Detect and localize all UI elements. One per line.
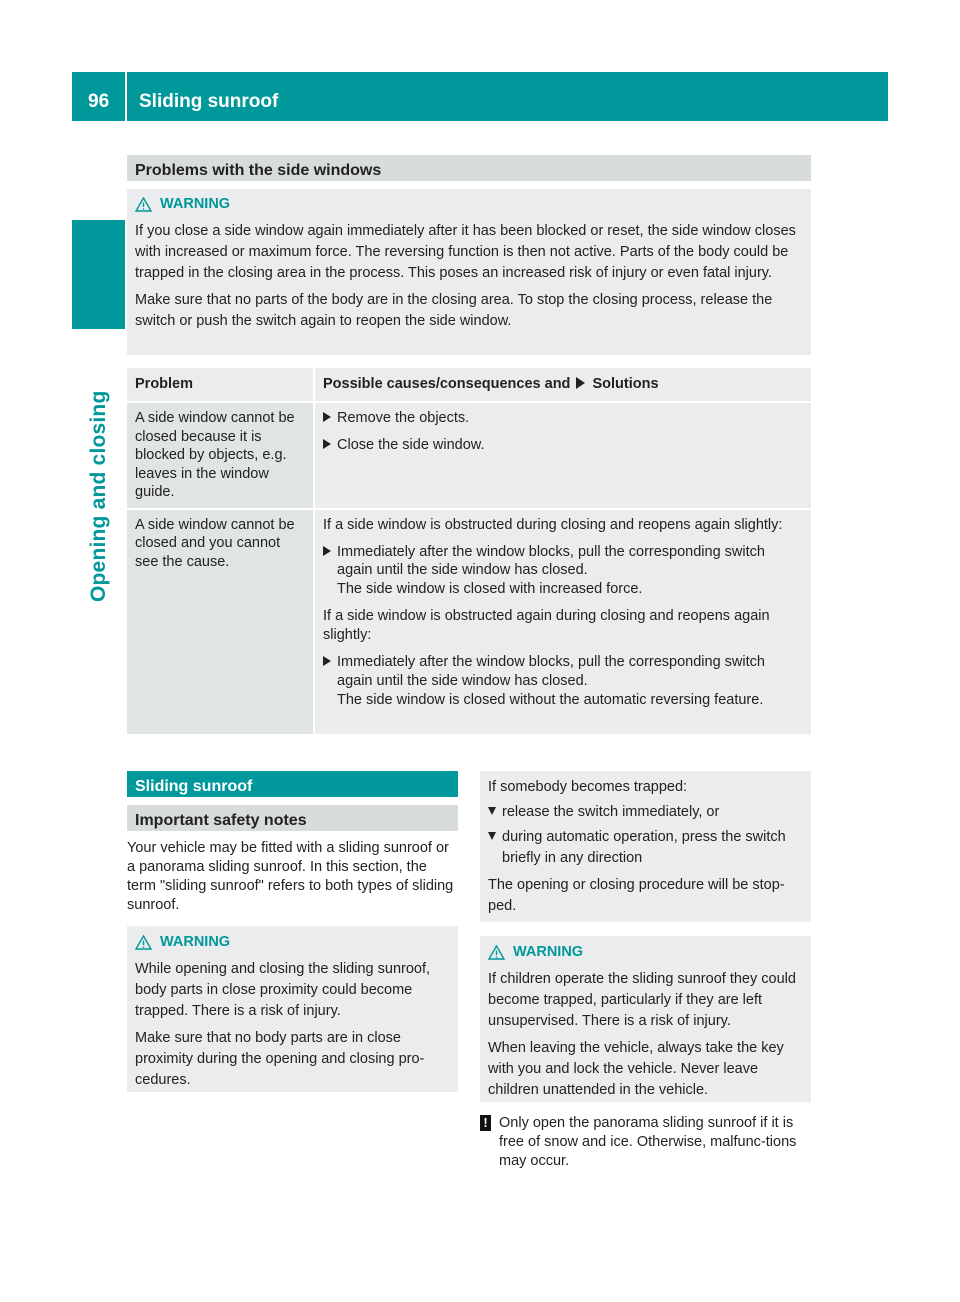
warning-label: WARNING: [160, 196, 231, 212]
column-header-solutions: [315, 368, 811, 403]
list-item-text: during automatic operation, press the switch briefly in any direction: [502, 829, 786, 867]
page-number: 96: [88, 91, 110, 112]
trapped-instructions-box: [480, 771, 811, 922]
solutions-arrow-icon: [576, 377, 585, 389]
sunroof-right-column: [480, 771, 811, 1171]
warning-title: [488, 942, 802, 963]
solution-intro: If a side window is obstructed during closing and reopens again slightly:: [323, 516, 783, 533]
caution-note-text: Only open the panorama sliding sunroof if it is free of snow and ice. Otherwise, malfunc-tions may occur.: [499, 1115, 797, 1169]
exclamation-icon: !: [480, 1115, 491, 1131]
warning-box: [127, 926, 458, 1092]
problems-section: [127, 155, 811, 355]
chapter-title: Sliding sunroof: [139, 91, 279, 112]
problems-table: [127, 368, 811, 736]
warning-box: [480, 936, 811, 1102]
section-side-label: Opening and closing: [87, 390, 110, 602]
solution-step: [323, 409, 803, 428]
caution-note: [480, 1114, 811, 1171]
trapped-outro: The opening or closing procedure will be stop-ped.: [488, 877, 785, 915]
step-result: The side window is closed with increased force.: [337, 581, 643, 598]
solution-step: [323, 543, 803, 600]
table-row: [127, 510, 811, 736]
table-header-row: [127, 368, 811, 403]
step-arrow-icon: [323, 656, 331, 666]
solution-cell: [315, 403, 811, 510]
warning-label: WARNING: [160, 934, 231, 951]
step-arrow-icon: [323, 412, 331, 422]
warning-label: WARNING: [513, 944, 584, 960]
warning-triangle-icon: [488, 945, 505, 960]
sunroof-left-column: [127, 771, 458, 1092]
column-header-problem: Problem: [127, 368, 315, 403]
step-text: Remove the objects.: [337, 410, 470, 427]
warning-text: If children operate the sliding sunroof they could become trapped, particularly if they are left unsupervised. There is a risk of injury.: [488, 971, 796, 1030]
list-item: [488, 827, 802, 869]
warning-box: [127, 189, 811, 355]
page-header: [72, 72, 888, 121]
column-header-solutions-prefix: Possible causes/consequences and: [323, 376, 571, 392]
step-arrow-icon: [323, 439, 331, 449]
warning-text: If you close a side window again immediately after it has been blocked or reset, the side window closes with increased or maximum force. The reversing function is then not active. Parts of the body could be trapped in the closing area in the process. This poses an increased risk of injury or even fatal injury.: [135, 223, 796, 282]
warning-triangle-icon: [135, 197, 152, 212]
list-item-text: release the switch immediately, or: [502, 804, 720, 821]
bullet-icon: [488, 832, 496, 840]
warning-title: [135, 932, 449, 953]
list-item: [488, 802, 802, 823]
problem-cell: A side window cannot be closed because it is blocked by objects, e.g. leaves in the window guide.: [127, 403, 315, 510]
warning-instruction: Make sure that no body parts are in close proximity during the opening and closing pro-cedures.: [135, 1030, 425, 1089]
step-text: Immediately after the window blocks, pull the corresponding switch again until the side window has closed.: [337, 543, 765, 579]
sunroof-heading: Sliding sunroof: [127, 771, 458, 797]
sunroof-intro: Your vehicle may be fitted with a sliding sunroof or a panorama sliding sunroof. In this section, the term "sliding sunroof" refers to both types of sliding sunroof.: [127, 840, 454, 913]
problem-cell: A side window cannot be closed and you cannot see the cause.: [127, 510, 315, 736]
warning-title: [135, 194, 802, 215]
table-row: [127, 403, 811, 510]
safety-notes-heading: Important safety notes: [127, 805, 458, 831]
solution-step: [323, 653, 803, 710]
warning-instruction: Make sure that no parts of the body are in the closing area. To stop the closing process, release the switch or push the switch again to reopen the side window.: [135, 292, 773, 330]
solution-cell: [315, 510, 811, 736]
step-text: Immediately after the window blocks, pull the corresponding switch again until the side window has closed.: [337, 653, 765, 689]
step-result: The side window is closed without the automatic reversing feature.: [337, 691, 764, 708]
solution-step: [323, 436, 803, 455]
solution-intro: If a side window is obstructed again during closing and reopens again slightly:: [323, 608, 770, 643]
trapped-intro: If somebody becomes trapped:: [488, 779, 688, 795]
warning-instruction: When leaving the vehicle, always take the key with you and lock the vehicle. Never leave children unattended in the vehicle.: [488, 1040, 784, 1099]
warning-triangle-icon: [135, 935, 152, 950]
step-text: Close the side window.: [337, 436, 485, 453]
column-header-solutions-suffix: Solutions: [592, 376, 659, 392]
bullet-icon: [488, 807, 496, 815]
problems-heading: Problems with the side windows: [127, 155, 811, 181]
side-tab-marker: [72, 220, 125, 329]
step-arrow-icon: [323, 546, 331, 556]
warning-text: While opening and closing the sliding sunroof, body parts in close proximity could become trapped. There is a risk of injury.: [135, 961, 431, 1020]
